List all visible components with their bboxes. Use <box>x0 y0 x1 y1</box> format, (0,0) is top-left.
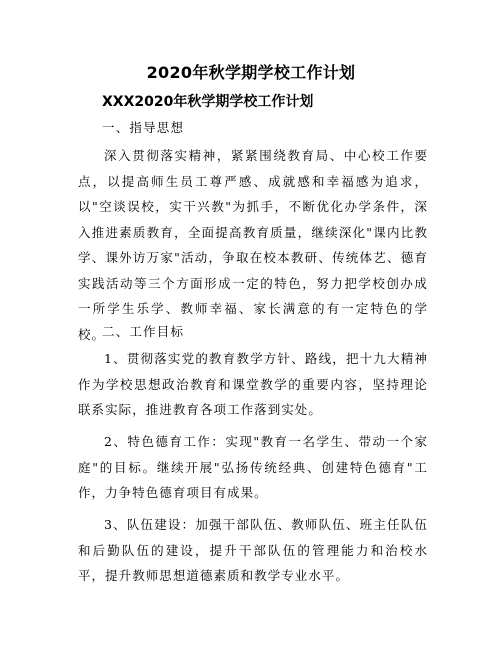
section-heading-guiding-ideology: 一、指导思想 <box>102 120 185 135</box>
document-subtitle: XXX2020年秋学期学校工作计划 <box>102 94 314 110</box>
paragraph-goal-3: 3、队伍建设：加强干部队伍、教师队伍、班主任队伍和后勤队伍的建设，提升干部队伍的管理能力和治校水平，提升教师思想道德素质和教学专业水平。 <box>78 517 428 583</box>
section-heading-work-goals: 二、工作目标 <box>102 324 185 339</box>
paragraph-goal-2: 2、特色德育工作：实现"教育一名学生、带动一个家庭"的目标。继续开展"弘扬传统经典、创建特色德育"工作，力争特色德育项目有成果。 <box>78 434 428 500</box>
paragraph-goal-1: 1、贯彻落实党的教育教学方针、路线，把十九大精神作为学校思想政治教育和课堂教学的重要内容，坚持理论联系实际，推进教育各项工作落到实处。 <box>78 351 428 417</box>
document-title: 2020年秋学期学校工作计划 <box>146 63 356 82</box>
paragraph-guiding-ideology: 深入贯彻落实精神，紧紧围绕教育局、中心校工作要点，以提高师生员工尊严感、成就感和幸福感为追求，以"空谈误校，实干兴教"为抓手，不断优化办学条件，深入推进素质教育，全面提高教育质量，继续深化"课内比教学、课外访万家"活动，争取在校本教研、传统体艺、德育实践活动等三个方面形成一定的特色，努力把学校创办成一所学生乐学、教师幸福、家长满意的有一定特色的学校。 <box>78 148 428 342</box>
